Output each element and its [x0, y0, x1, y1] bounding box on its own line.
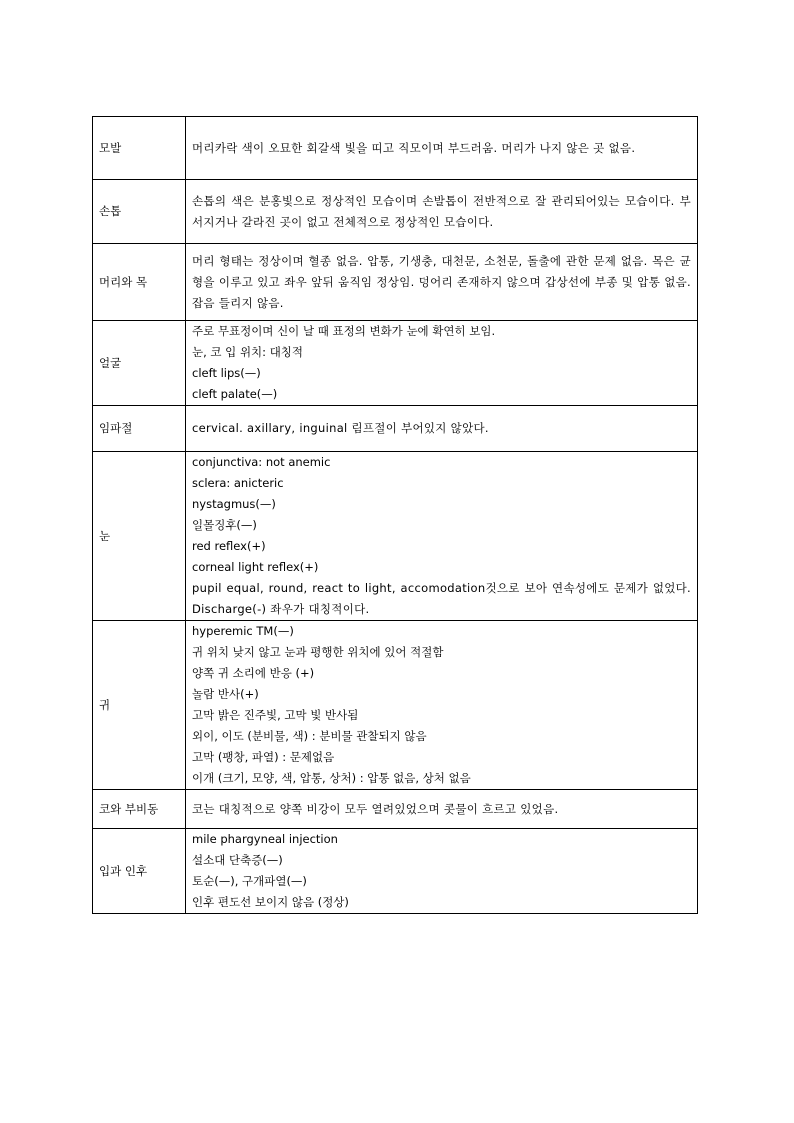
row-text: 머리 형태는 정상이며 혈종 없음. 압통, 기생충, 대천문, 소천문, 돌출에 관한 문제 없음. 목은 균형을 이루고 있고 좌우 앞뒤 움직임 정상임. 덩어리 존재하지 않으며 갑상선에 부종 및 압통 없음. 잡음 들리지 않음. [192, 253, 691, 310]
row-mouth-throat [93, 829, 698, 914]
row-content [186, 790, 698, 829]
row-label: 입과 인후 [93, 829, 186, 914]
row-label: 코와 부비동 [93, 790, 186, 829]
row-eyes [93, 452, 698, 621]
row-text: 손톱의 색은 분홍빛으로 정상적인 모습이며 손발톱이 전반적으로 잘 관리되어있는 모습이다. 부서지거나 갈라진 곳이 없고 전체적으로 정상적인 모습이다. [192, 193, 691, 229]
row-line: sclera: anicteric [192, 476, 284, 490]
row-label: 귀 [93, 621, 186, 790]
row-label: 모발 [93, 117, 186, 180]
row-content [186, 452, 698, 621]
row-line: 놀람 반사(+) [192, 687, 259, 701]
row-nose-sinuses [93, 790, 698, 829]
row-line: 주로 무표정이며 신이 날 때 표정의 변화가 눈에 확연히 보임. [192, 324, 496, 338]
row-label: 머리와 목 [93, 244, 186, 321]
row-label: 임파절 [93, 406, 186, 452]
row-head-neck [93, 244, 698, 321]
row-label: 눈 [93, 452, 186, 621]
row-text: pupil equal, round, react to light, accomodation것으로 보아 연속성에도 문제가 없었다. Discharge(-) 좌우가 대칭적이다. [192, 581, 691, 616]
row-content [186, 321, 698, 406]
row-line: 양쪽 귀 소리에 반응 (+) [192, 666, 315, 680]
row-line: 인후 편도선 보이지 않음 (정상) [192, 895, 349, 909]
row-content [186, 406, 698, 452]
row-content [186, 829, 698, 914]
row-content [186, 117, 698, 180]
row-line: conjunctiva: not anemic [192, 455, 331, 469]
row-line: 외이, 이도 (분비물, 색) : 분비물 관찰되지 않음 [192, 729, 427, 743]
row-line: 고막 밝은 진주빛, 고막 빛 반사됨 [192, 708, 359, 722]
row-line: 이개 (크기, 모양, 색, 압통, 상처) : 압통 없음, 상처 없음 [192, 771, 471, 785]
row-ears [93, 621, 698, 790]
row-line: 고막 (팽창, 파열) : 문제없음 [192, 750, 335, 764]
row-line: 눈, 코 입 위치: 대칭적 [192, 345, 304, 359]
row-text: 코는 대칭적으로 양쪽 비강이 모두 열려있었으며 콧물이 흐르고 있었음. [192, 801, 559, 816]
row-line: mile phargyneal injection [192, 832, 338, 846]
row-content [186, 180, 698, 244]
row-line: cleft lips(—) [192, 366, 261, 380]
row-line: red reflex(+) [192, 539, 266, 553]
row-hair [93, 117, 698, 180]
row-content [186, 621, 698, 790]
row-line: 귀 위치 낮지 않고 눈과 평행한 위치에 있어 적절함 [192, 645, 444, 659]
row-content [186, 244, 698, 321]
physical-exam-table [92, 116, 698, 914]
row-nails [93, 180, 698, 244]
row-line: 일몰징후(—) [192, 518, 257, 532]
row-line: hyperemic TM(—) [192, 624, 294, 638]
row-lymph-nodes [93, 406, 698, 452]
row-line: 토순(—), 구개파열(—) [192, 874, 307, 888]
row-text: cervical. axillary, inguinal 림프절이 부어있지 않았다. [192, 421, 489, 435]
row-line: 설소대 단축증(—) [192, 853, 283, 867]
row-text: 머리카락 색이 오묘한 회갈색 빛을 띠고 직모이며 부드러움. 머리가 나지 않은 곳 없음. [192, 140, 636, 155]
row-line: corneal light reflex(+) [192, 560, 319, 574]
row-label: 얼굴 [93, 321, 186, 406]
row-face [93, 321, 698, 406]
row-line: cleft palate(—) [192, 387, 278, 401]
row-line: nystagmus(—) [192, 497, 276, 511]
row-label: 손톱 [93, 180, 186, 244]
